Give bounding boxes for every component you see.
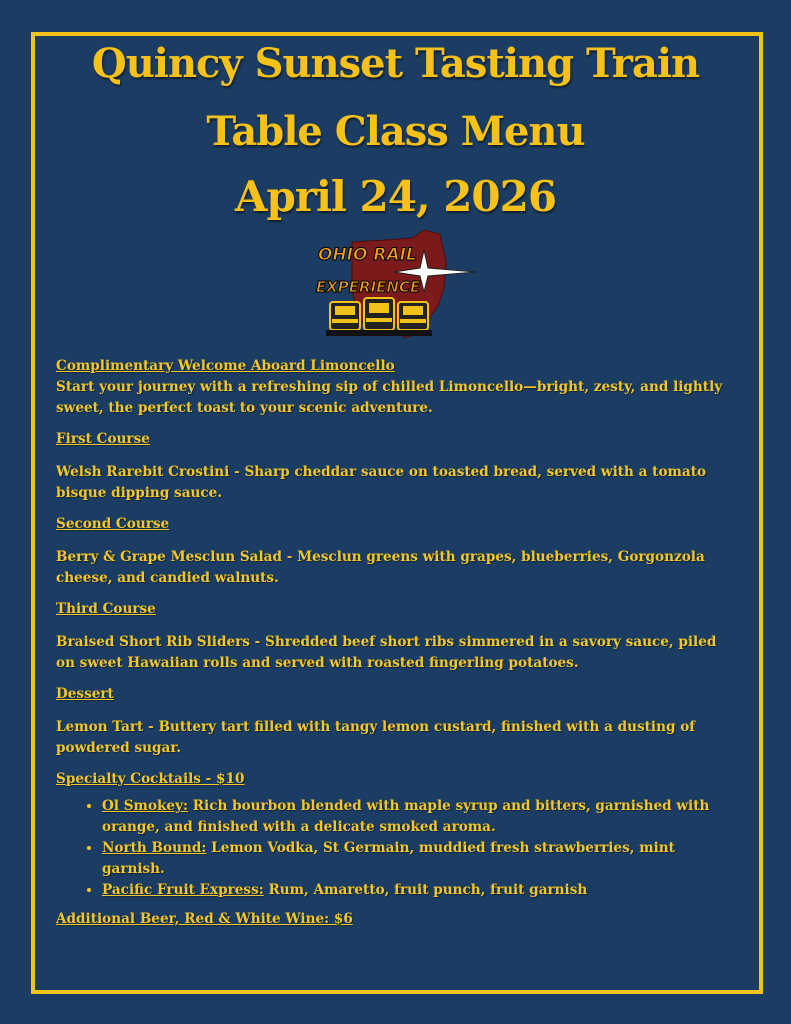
cocktail-description: Rum, Amaretto, fruit punch, fruit garnish [263,882,588,898]
dessert-heading: Dessert [56,686,114,702]
dessert-description: Lemon Tart - Buttery tart filled with tangy lemon custard, finished with a dusting of powdered sugar. [56,719,696,756]
cocktail-item [102,838,736,880]
menu-subtitle: Table Class Menu [206,108,585,155]
second-course-section [56,514,736,589]
menu-content [56,356,736,930]
first-course-description: Welsh Rarebit Crostini - Sharp cheddar sauce on toasted bread, served with a tomato bisque dipping sauce. [56,464,707,501]
welcome-heading: Complimentary Welcome Aboard Limoncello [56,358,395,374]
second-course-description: Berry & Grape Mesclun Salad - Mesclun greens with grapes, blueberries, Gorgonzola cheese, and candied walnuts. [56,549,705,586]
locomotive-icon-center [360,298,398,336]
logo-text-experience: EXPERIENCE [316,278,421,296]
logo-text-ohio-rail: OHIO RAIL [318,245,417,265]
cocktail-name: North Bound: [102,840,207,856]
cocktail-item [102,796,736,838]
dessert-section [56,684,736,759]
locomotive-icon-left [326,302,364,336]
locomotive-icon-right [394,302,432,336]
additional-drinks-heading: Additional Beer, Red & White Wine: $6 [56,911,353,927]
menu-date: April 24, 2026 [234,172,557,221]
cocktails-heading: Specialty Cocktails - $10 [56,771,245,787]
welcome-description: Start your journey with a refreshing sip of chilled Limoncello—bright, zesty, and lightly sweet, the perfect toast to your scenic adventure. [56,379,723,416]
third-course-section [56,599,736,674]
ohio-rail-experience-logo [312,228,478,342]
cocktail-name: Pacific Fruit Express: [102,882,264,898]
cocktail-item [102,880,736,901]
second-course-heading: Second Course [56,516,170,532]
cocktail-list [56,796,736,901]
first-course-heading: First Course [56,431,150,447]
cocktail-name: Ol Smokey: [102,798,188,814]
cocktail-description: Lemon Vodka, St Germain, muddied fresh strawberries, mint garnish. [102,840,675,877]
menu-title: Quincy Sunset Tasting Train [91,40,700,87]
third-course-description: Braised Short Rib Sliders - Shredded beef short ribs simmered in a savory sauce, piled on sweet Hawaiian rolls and served with roasted fingerling potatoes. [56,634,717,671]
cocktails-section [56,769,736,930]
third-course-heading: Third Course [56,601,156,617]
welcome-section [56,356,736,419]
first-course-section [56,429,736,504]
cocktail-description: Rich bourbon blended with maple syrup and bitters, garnished with orange, and finished with a delicate smoked aroma. [102,798,710,835]
